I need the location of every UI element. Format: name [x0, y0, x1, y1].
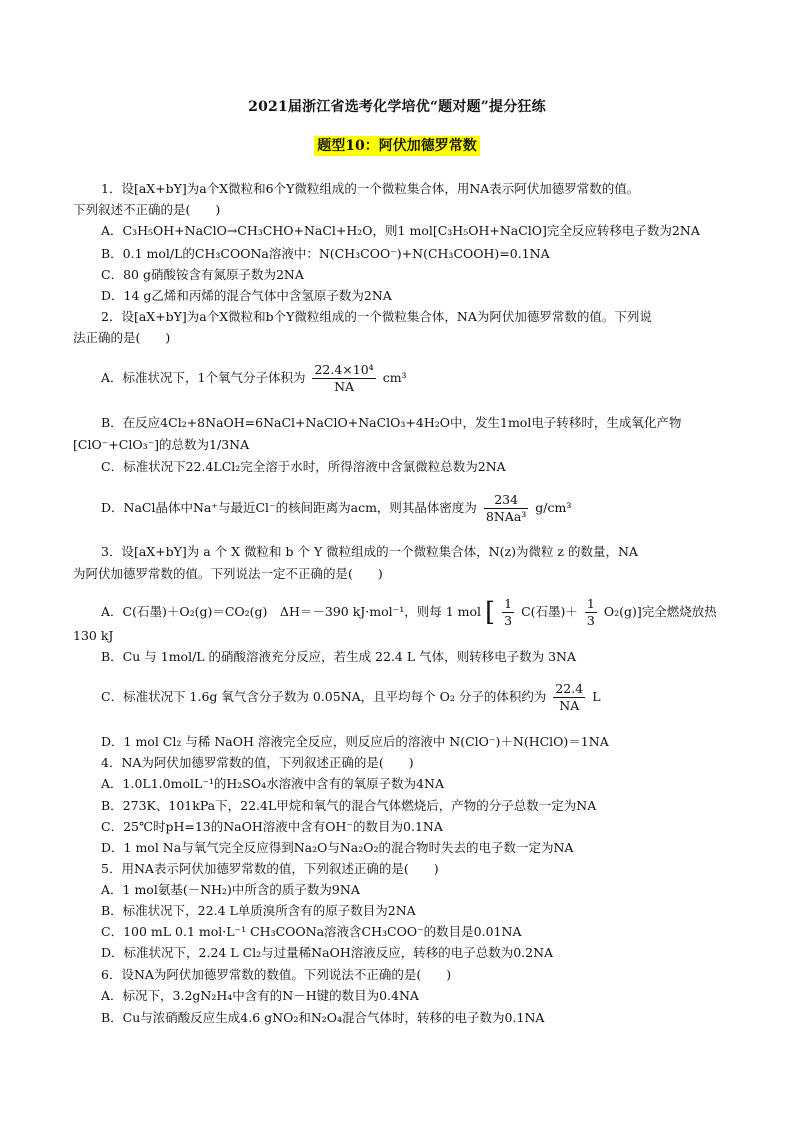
q3-option-a [101, 596, 761, 629]
fraction-denominator: 3 [586, 613, 595, 628]
q3-option-a-mid: C(石墨)＋ [521, 604, 578, 619]
q2-option-a [101, 362, 761, 395]
q1-option-d: D．14 g乙烯和丙烯的混合气体中含氢原子数为2NA [101, 288, 392, 303]
q3-c-fraction [553, 681, 585, 714]
q1-option-a: A．C₃H₅OH+NaClO→CH₃CHO+NaCl+H₂O，则1 mol[C₃H₅OH+NaClO]完全反应转移电子数为2NA [101, 223, 700, 238]
section-subtitle: 题型10：阿伏加德罗常数 [314, 136, 479, 156]
q1-stem-line2: 下列叙述不正确的是( ) [73, 202, 221, 217]
q2-a-fraction [312, 362, 375, 395]
q1-stem-line1: 1．设[aX+bY]为a个X微粒和6个Y微粒组成的一个微粒集合体，用NA表示阿伏加德罗常数的值。 [101, 181, 640, 196]
q3-option-c [101, 681, 761, 714]
fraction-numerator: 1 [504, 596, 513, 611]
q2-d-fraction [484, 492, 528, 525]
fraction-numerator: 22.4×10⁴ [314, 362, 374, 377]
q5-option-d: D．标准状况下，2.24 L Cl₂与过量稀NaOH溶液反应，转移的电子总数为0.2NA [101, 945, 554, 960]
q5-option-c: C．100 mL 0.1 mol·L⁻¹ CH₃COONa溶液含CH₃COO⁻的数目是0.01NA [101, 924, 522, 939]
q3-option-c-text: C．标准状况下 1.6g 氧气含分子数为 0.05NA，且平均每个 O₂ 分子的体积约为 [101, 689, 547, 704]
q2-option-d-text: D．NaCl晶体中Na⁺与最近Cl⁻的核间距离为acm，则其晶体密度为 [101, 500, 477, 515]
q3-option-a-line2: 130 kJ [73, 628, 114, 643]
q1-option-c: C．80 g硝酸铵含有氮原子数为2NA [101, 267, 304, 282]
fraction-denominator: NA [559, 698, 580, 713]
q2-option-a-unit: cm³ [382, 370, 407, 385]
q2-stem-line1: 2．设[aX+bY]为a个X微粒和b个Y微粒组成的一个微粒集合体，NA为阿伏加德罗常数的值。下列说 [101, 309, 652, 324]
subtitle-wrap [0, 135, 794, 156]
page-title: 2021届浙江省选考化学培优“题对题”提分狂练 [248, 99, 546, 115]
q2-option-c: C．标准状况下22.4LCl₂完全溶于水时，所得溶液中含氯微粒总数为2NA [101, 459, 506, 474]
q4-option-c: C．25℃时pH=13的NaOH溶液中含有OH⁻的数目为0.1NA [101, 819, 443, 834]
q4-stem: 4．NA为阿伏加德罗常数的值，下列叙述正确的是( ) [101, 755, 414, 770]
q3-option-b: B．Cu 与 1mol/L 的硝酸溶液充分反应，若生成 22.4 L 气体，则转移电子数为 3NA [101, 649, 577, 664]
q4-option-a: A．1.0L1.0molL⁻¹的H₂SO₄水溶液中含有的氧原子数为4NA [101, 776, 445, 791]
q3-option-a-text: A．C(石墨)＋O₂(g)＝CO₂(g) ΔH＝－390 kJ·mol⁻¹，则每 1 mol [101, 604, 482, 619]
q6-option-b: B．Cu与浓硝酸反应生成4.6 gNO₂和N₂O₄混合气体时，转移的电子数为0.1NA [101, 1010, 545, 1025]
q4-option-d: D．1 mol Na与氧气完全反应得到Na₂O与Na₂O₂的混合物时失去的电子数一定为NA [101, 840, 574, 855]
q3-option-d: D．1 mol Cl₂ 与稀 NaOH 溶液完全反应，则反应后的溶液中 N(ClO⁻)＋N(HClO)＝1NA [101, 734, 609, 749]
q2-option-b-line1: B．在反应4Cl₂+8NaOH=6NaCl+NaClO+NaClO₃+4H₂O中，发生1mol电子转移时，生成氧化产物 [101, 415, 682, 430]
q2-option-a-text: A．标准状况下，1个氧气分子体积为 [101, 370, 306, 385]
fraction-denominator: 3 [504, 613, 513, 628]
fraction-denominator: NA [334, 379, 355, 394]
fraction-numerator: 1 [586, 596, 595, 611]
q3-stem-line2: 为阿伏加德罗常数的值。下列说法一定不正确的是( ) [73, 566, 383, 581]
fraction-denominator: 8NAa³ [485, 509, 527, 524]
open-bracket: [ [485, 597, 496, 628]
q5-option-a: A．1 mol氨基(－NH₂)中所含的质子数为9NA [101, 882, 360, 897]
q3-option-c-unit: L [592, 689, 601, 704]
q2-option-d [101, 492, 761, 525]
q3-stem-line1: 3．设[aX+bY]为 a 个 X 微粒和 b 个 Y 微粒组成的一个微粒集合体，N(z)为微粒 z 的数量，NA [101, 544, 638, 559]
q4-option-b: B．273K、101kPa下，22.4L甲烷和氧气的混合气体燃烧后，产物的分子总数一定为NA [101, 798, 597, 813]
q3-a-fraction-2 [585, 596, 597, 629]
q3-a-fraction-1 [502, 596, 514, 629]
q6-stem: 6．设NA为阿伏加德罗常数的数值。下列说法不正确的是( ) [101, 967, 452, 982]
q2-option-d-unit: g/cm³ [535, 500, 572, 515]
q2-option-b-line2: [ClO⁻+ClO₃⁻]的总数为1/3NA [73, 437, 250, 452]
fraction-numerator: 234 [484, 492, 528, 509]
q6-option-a: A．标况下，3.2gN₂H₄中含有的N－H键的数目为0.4NA [101, 988, 419, 1003]
q3-option-a-end: O₂(g)]完全燃烧放热 [603, 604, 717, 619]
fraction-numerator: 22.4 [555, 681, 584, 696]
q1-option-b: B．0.1 mol/L的CH₃COONa溶液中：N(CH₃COO⁻)+N(CH₃COOH)=0.1NA [101, 246, 550, 261]
q5-stem: 5．用NA表示阿伏加德罗常数的值，下列叙述正确的是( ) [101, 861, 439, 876]
q2-stem-line2: 法正确的是( ) [73, 330, 171, 345]
q5-option-b: B．标准状况下，22.4 L单质溴所含有的原子数目为2NA [101, 903, 416, 918]
